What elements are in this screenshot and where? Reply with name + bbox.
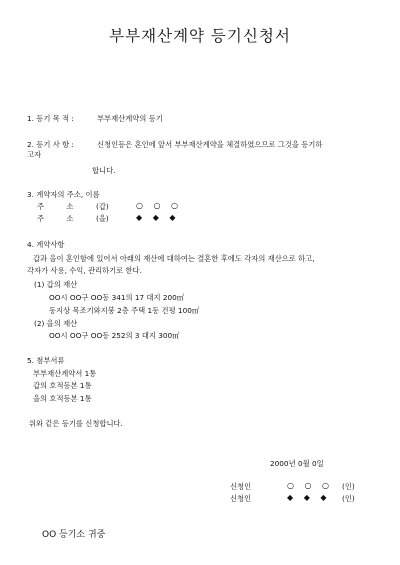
party-gap-address-label: 주 소 — [37, 202, 84, 211]
applicant-label: 신청인 — [230, 494, 252, 503]
gap-property-item1: OO시 OO구 OO동 341의 17 대지 200㎡ — [49, 293, 185, 302]
registry-office-addressee: OO 등기소 귀중 — [42, 530, 106, 540]
eul-property-heading: (2) 을의 재산 — [34, 319, 78, 328]
applicant-name-marks: ○ ○ ○ — [287, 481, 334, 490]
purpose-value: 부부재산계약의 등기 — [97, 114, 163, 123]
matters-label: 2. 등기 사 항 : — [27, 140, 74, 149]
gap-property-heading: (1) 갑의 재산 — [34, 280, 78, 289]
purpose-label: 1. 등기 목 적 : — [27, 114, 74, 123]
eul-property-item1: OO시 OO구 OO동 252의 3 대지 300㎡ — [49, 331, 180, 340]
applicant-seal: (인) — [342, 482, 355, 491]
attachment-item: 부부재산계약서 1통 — [33, 369, 97, 378]
applicant-name-marks: ◆ ◆ ◆ — [287, 493, 331, 502]
applicant-seal: (인) — [342, 494, 355, 503]
matters-line3: 합니다. — [92, 166, 116, 175]
attachment-item: 을의 호적등본 1통 — [33, 394, 92, 403]
matters-line1: 신청인등은 혼인에 앞서 부부재산계약을 체결하였으므로 그것을 등기하 — [97, 140, 323, 149]
attachments-heading: 5. 첨부서류 — [27, 356, 65, 365]
closing-statement: 위와 같은 등기를 신청합니다. — [29, 419, 123, 428]
application-date: 2000년 0월 0일 — [270, 459, 324, 468]
contract-terms-para1: 갑과 을이 혼인함에 있어서 아래의 재산에 대하여는 결혼한 후에도 각자의 재산으로 하고, — [33, 254, 315, 263]
matters-line2: 고자 — [27, 150, 42, 159]
party-eul-role: (을) — [96, 214, 109, 223]
gap-property-item2: 동지상 목조기와지붕 2층 주택 1동 건평 100㎡ — [49, 306, 200, 315]
attachment-item: 갑의 호적등본 1통 — [33, 381, 92, 390]
applicant-label: 신청인 — [230, 482, 252, 491]
parties-heading: 3. 계약자의 주소, 이름 — [27, 190, 100, 199]
contract-terms-heading: 4. 계약사항 — [27, 240, 65, 249]
contract-terms-para2: 각자가 사용, 수익, 관리하기로 한다. — [27, 266, 142, 275]
party-eul-address-label: 주 소 — [37, 214, 84, 223]
party-eul-name-marks: ◆ ◆ ◆ — [136, 213, 180, 222]
party-gap-role: (갑) — [96, 202, 109, 211]
party-gap-name-marks: ○ ○ ○ — [136, 201, 183, 210]
document-title: 부부재산계약 등기신청서 — [109, 27, 291, 45]
